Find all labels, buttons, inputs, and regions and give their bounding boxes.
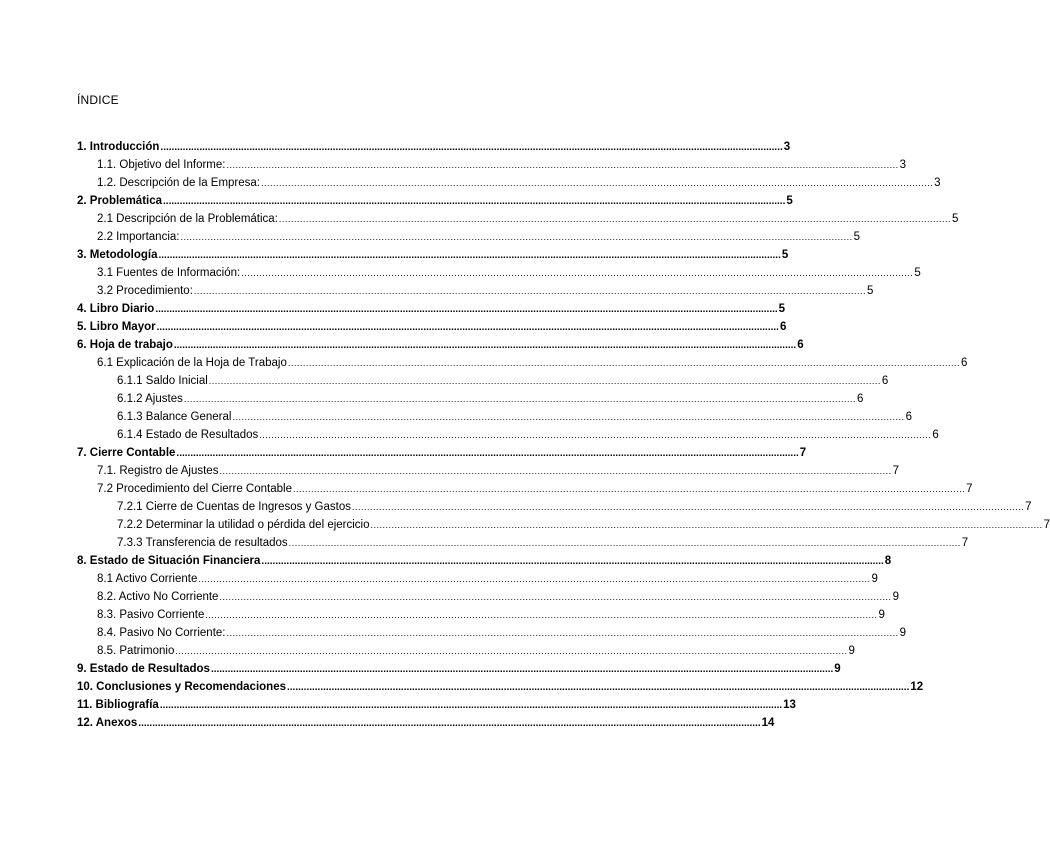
toc-entry-label: 1. Introducción bbox=[77, 141, 160, 153]
toc-entry-page-number: 5 bbox=[867, 285, 874, 297]
toc-entry[interactable] bbox=[77, 282, 874, 300]
toc-entry-page-number: 6 bbox=[932, 429, 939, 441]
dot-leader: ................................................................................................................................................................................................................................ bbox=[176, 448, 799, 459]
toc-entry-label: 3.1 Fuentes de Información: bbox=[97, 267, 241, 279]
toc-entry-page-number: 5 bbox=[853, 231, 860, 243]
dot-leader: ................................................................................................................................................................................................................................ bbox=[180, 232, 853, 242]
dot-leader: ................................................................................................................................................................................................................................ bbox=[241, 268, 914, 278]
toc-entry-label: 2. Problemática bbox=[77, 195, 163, 207]
dot-leader: ................................................................................................................................................................................................................................ bbox=[292, 484, 966, 494]
dot-leader: ................................................................................................................................................................................................................................ bbox=[219, 592, 892, 602]
toc-entry-label: 4. Libro Diario bbox=[77, 303, 155, 315]
toc-entry[interactable] bbox=[77, 660, 841, 678]
toc-entry[interactable] bbox=[77, 498, 1032, 516]
toc-entry-label: 8. Estado de Situación Financiera bbox=[77, 555, 261, 567]
toc-entry[interactable] bbox=[77, 336, 804, 354]
toc-entry[interactable] bbox=[77, 156, 906, 174]
toc-entry-label: 9. Estado de Resultados bbox=[77, 663, 210, 675]
toc-entry-page-number: 6 bbox=[881, 375, 889, 387]
dot-leader: ................................................................................................................................................................................................................................ bbox=[205, 610, 878, 620]
toc-entry-page-number: 7 bbox=[1043, 519, 1050, 531]
toc-entry-page-number: 5 bbox=[786, 195, 793, 207]
toc-entry-label: 8.2. Activo No Corriente bbox=[97, 591, 219, 603]
toc-entry-page-number: 3 bbox=[934, 177, 941, 189]
toc-entry-label: 7.2 Procedimiento del Cierre Contable bbox=[97, 483, 292, 495]
toc-entry-page-number: 9 bbox=[899, 627, 906, 639]
toc-entry-page-number: 9 bbox=[871, 573, 878, 585]
dot-leader: ................................................................................................................................................................................................................................ bbox=[226, 160, 899, 170]
toc-entry-label: 10. Conclusiones y Recomendaciones bbox=[77, 681, 286, 693]
dot-leader: ................................................................................................................................................................................................................................ bbox=[183, 394, 856, 404]
toc-entry-page-number: 5 bbox=[952, 213, 959, 225]
toc-entry-label: 3. Metodología bbox=[77, 249, 158, 261]
dot-leader: ................................................................................................................................................................................................................................ bbox=[193, 286, 866, 296]
toc-entry-label: 8.1 Activo Corriente bbox=[97, 573, 198, 585]
toc-entry[interactable] bbox=[77, 138, 791, 156]
dot-leader: ................................................................................................................................................................................................................................ bbox=[370, 520, 1043, 530]
toc-entry[interactable] bbox=[77, 678, 924, 696]
toc-entry-label: 6.1.4 Estado de Resultados bbox=[117, 429, 259, 441]
toc-entry[interactable] bbox=[77, 534, 969, 552]
dot-leader: ................................................................................................................................................................................................................................ bbox=[278, 214, 952, 224]
dot-leader: ................................................................................................................................................................................................................................ bbox=[287, 358, 960, 368]
dot-leader: ................................................................................................................................................................................................................................ bbox=[210, 664, 834, 675]
dot-leader: ................................................................................................................................................................................................................................ bbox=[159, 700, 783, 711]
toc-entry[interactable] bbox=[77, 606, 885, 624]
dot-leader: ................................................................................................................................................................................................................................ bbox=[208, 376, 881, 386]
toc-entry-label: 2.2 Importancia: bbox=[97, 231, 180, 243]
toc-entry-page-number: 14 bbox=[761, 717, 775, 729]
toc-entry[interactable] bbox=[77, 246, 789, 264]
toc-entry-page-number: 7 bbox=[1025, 501, 1032, 513]
toc-entry-label: 7. Cierre Contable bbox=[77, 447, 176, 459]
toc-entry-page-number: 9 bbox=[834, 663, 841, 675]
dot-leader: ................................................................................................................................................................................................................................ bbox=[287, 682, 910, 693]
page-title: ÍNDICE bbox=[77, 93, 119, 107]
dot-leader: ................................................................................................................................................................................................................................ bbox=[158, 250, 781, 261]
toc-entry-page-number: 8 bbox=[884, 555, 892, 567]
toc-entry-page-number: 6 bbox=[779, 321, 787, 333]
toc-entry[interactable] bbox=[77, 444, 807, 462]
dot-leader: ................................................................................................................................................................................................................................ bbox=[351, 502, 1025, 512]
toc-entry-page-number: 6 bbox=[856, 393, 864, 405]
toc-entry-page-number: 7 bbox=[892, 465, 899, 477]
toc-entry-label: 8.3. Pasivo Corriente bbox=[97, 609, 205, 621]
toc-entry-label: 7.2.1 Cierre de Cuentas de Ingresos y Gastos bbox=[117, 501, 351, 513]
toc-entry-label: 1.2. Descripción de la Empresa: bbox=[97, 177, 260, 189]
dot-leader: ................................................................................................................................................................................................................................ bbox=[219, 466, 892, 476]
toc-entry[interactable] bbox=[77, 300, 786, 318]
toc-entry[interactable] bbox=[77, 354, 968, 372]
toc-entry-label: 6.1.1 Saldo Inicial bbox=[117, 375, 208, 387]
toc-entry-page-number: 6 bbox=[960, 357, 968, 369]
toc-entry-label: 7.2.2 Determinar la utilidad o pérdida del ejercicio bbox=[117, 519, 370, 531]
toc-entry[interactable] bbox=[77, 174, 941, 192]
toc-entry-page-number: 5 bbox=[914, 267, 921, 279]
dot-leader: ................................................................................................................................................................................................................................ bbox=[232, 412, 905, 422]
toc-entry[interactable] bbox=[77, 390, 864, 408]
toc-entry-page-number: 3 bbox=[899, 159, 906, 171]
toc-entry-label: 6.1.3 Balance General bbox=[117, 411, 232, 423]
toc-entry[interactable] bbox=[77, 462, 899, 480]
dot-leader: ................................................................................................................................................................................................................................ bbox=[160, 142, 783, 153]
toc-entry-label: 6. Hoja de trabajo bbox=[77, 339, 173, 351]
toc-entry-page-number: 5 bbox=[781, 249, 789, 261]
toc-entry-label: 6.1.2 Ajustes bbox=[117, 393, 183, 405]
dot-leader: ................................................................................................................................................................................................................................ bbox=[259, 430, 932, 440]
toc-entry-page-number: 13 bbox=[783, 699, 796, 711]
dot-leader: ................................................................................................................................................................................................................................ bbox=[261, 178, 934, 188]
dot-leader: ................................................................................................................................................................................................................................ bbox=[163, 196, 786, 207]
dot-leader: ................................................................................................................................................................................................................................ bbox=[226, 628, 899, 638]
toc-entry[interactable] bbox=[77, 480, 973, 498]
toc-entry-page-number: 9 bbox=[878, 609, 885, 621]
toc-entry-page-number: 7 bbox=[961, 537, 969, 549]
toc-entry[interactable] bbox=[77, 624, 906, 642]
table-of-contents bbox=[77, 138, 1050, 732]
toc-entry[interactable] bbox=[77, 318, 787, 336]
toc-entry-page-number: 9 bbox=[848, 645, 855, 657]
toc-entry[interactable] bbox=[77, 696, 796, 714]
dot-leader: ................................................................................................................................................................................................................................ bbox=[155, 304, 778, 315]
toc-entry-label: 1.1. Objetivo del Informe: bbox=[97, 159, 226, 171]
toc-entry[interactable] bbox=[77, 516, 1050, 534]
dot-leader: ................................................................................................................................................................................................................................ bbox=[138, 718, 761, 729]
toc-entry[interactable] bbox=[77, 552, 892, 570]
toc-entry[interactable] bbox=[77, 210, 959, 228]
toc-entry-page-number: 9 bbox=[892, 591, 899, 603]
toc-entry-label: 8.5. Patrimonio bbox=[97, 645, 175, 657]
toc-entry[interactable] bbox=[77, 408, 912, 426]
toc-entry-page-number: 6 bbox=[905, 411, 912, 423]
toc-entry-page-number: 5 bbox=[778, 303, 786, 315]
toc-entry-label: 2.1 Descripción de la Problemática: bbox=[97, 213, 278, 225]
toc-entry[interactable] bbox=[77, 642, 855, 660]
toc-entry[interactable] bbox=[77, 264, 921, 282]
toc-entry-page-number: 12 bbox=[910, 681, 924, 693]
dot-leader: ................................................................................................................................................................................................................................ bbox=[261, 556, 884, 567]
toc-entry-label: 7.3.3 Transferencia de resultados bbox=[117, 537, 288, 549]
toc-entry-label: 7.1. Registro de Ajustes bbox=[97, 465, 219, 477]
dot-leader: ................................................................................................................................................................................................................................ bbox=[198, 574, 871, 584]
toc-entry[interactable] bbox=[77, 570, 878, 588]
toc-entry-page-number: 3 bbox=[783, 141, 791, 153]
dot-leader: ................................................................................................................................................................................................................................ bbox=[156, 322, 779, 333]
toc-entry[interactable] bbox=[77, 426, 939, 444]
toc-entry-page-number: 7 bbox=[799, 447, 807, 459]
dot-leader: ................................................................................................................................................................................................................................ bbox=[175, 646, 848, 656]
toc-entry-label: 11. Bibliografía bbox=[77, 699, 159, 711]
toc-entry[interactable] bbox=[77, 192, 793, 210]
toc-entry[interactable] bbox=[77, 228, 860, 246]
toc-entry-label: 8.4. Pasivo No Corriente: bbox=[97, 627, 226, 639]
dot-leader: ................................................................................................................................................................................................................................ bbox=[288, 538, 961, 548]
toc-entry-page-number: 7 bbox=[966, 483, 973, 495]
toc-entry-label: 12. Anexos bbox=[77, 717, 138, 729]
toc-entry-label: 6.1 Explicación de la Hoja de Trabajo bbox=[97, 357, 287, 369]
toc-entry-label: 3.2 Procedimiento: bbox=[97, 285, 193, 297]
toc-entry-label: 5. Libro Mayor bbox=[77, 321, 156, 333]
toc-entry[interactable] bbox=[77, 588, 899, 606]
toc-entry-page-number: 6 bbox=[797, 339, 804, 351]
dot-leader: ................................................................................................................................................................................................................................ bbox=[173, 340, 797, 351]
toc-entry[interactable] bbox=[77, 714, 775, 732]
toc-entry[interactable] bbox=[77, 372, 889, 390]
